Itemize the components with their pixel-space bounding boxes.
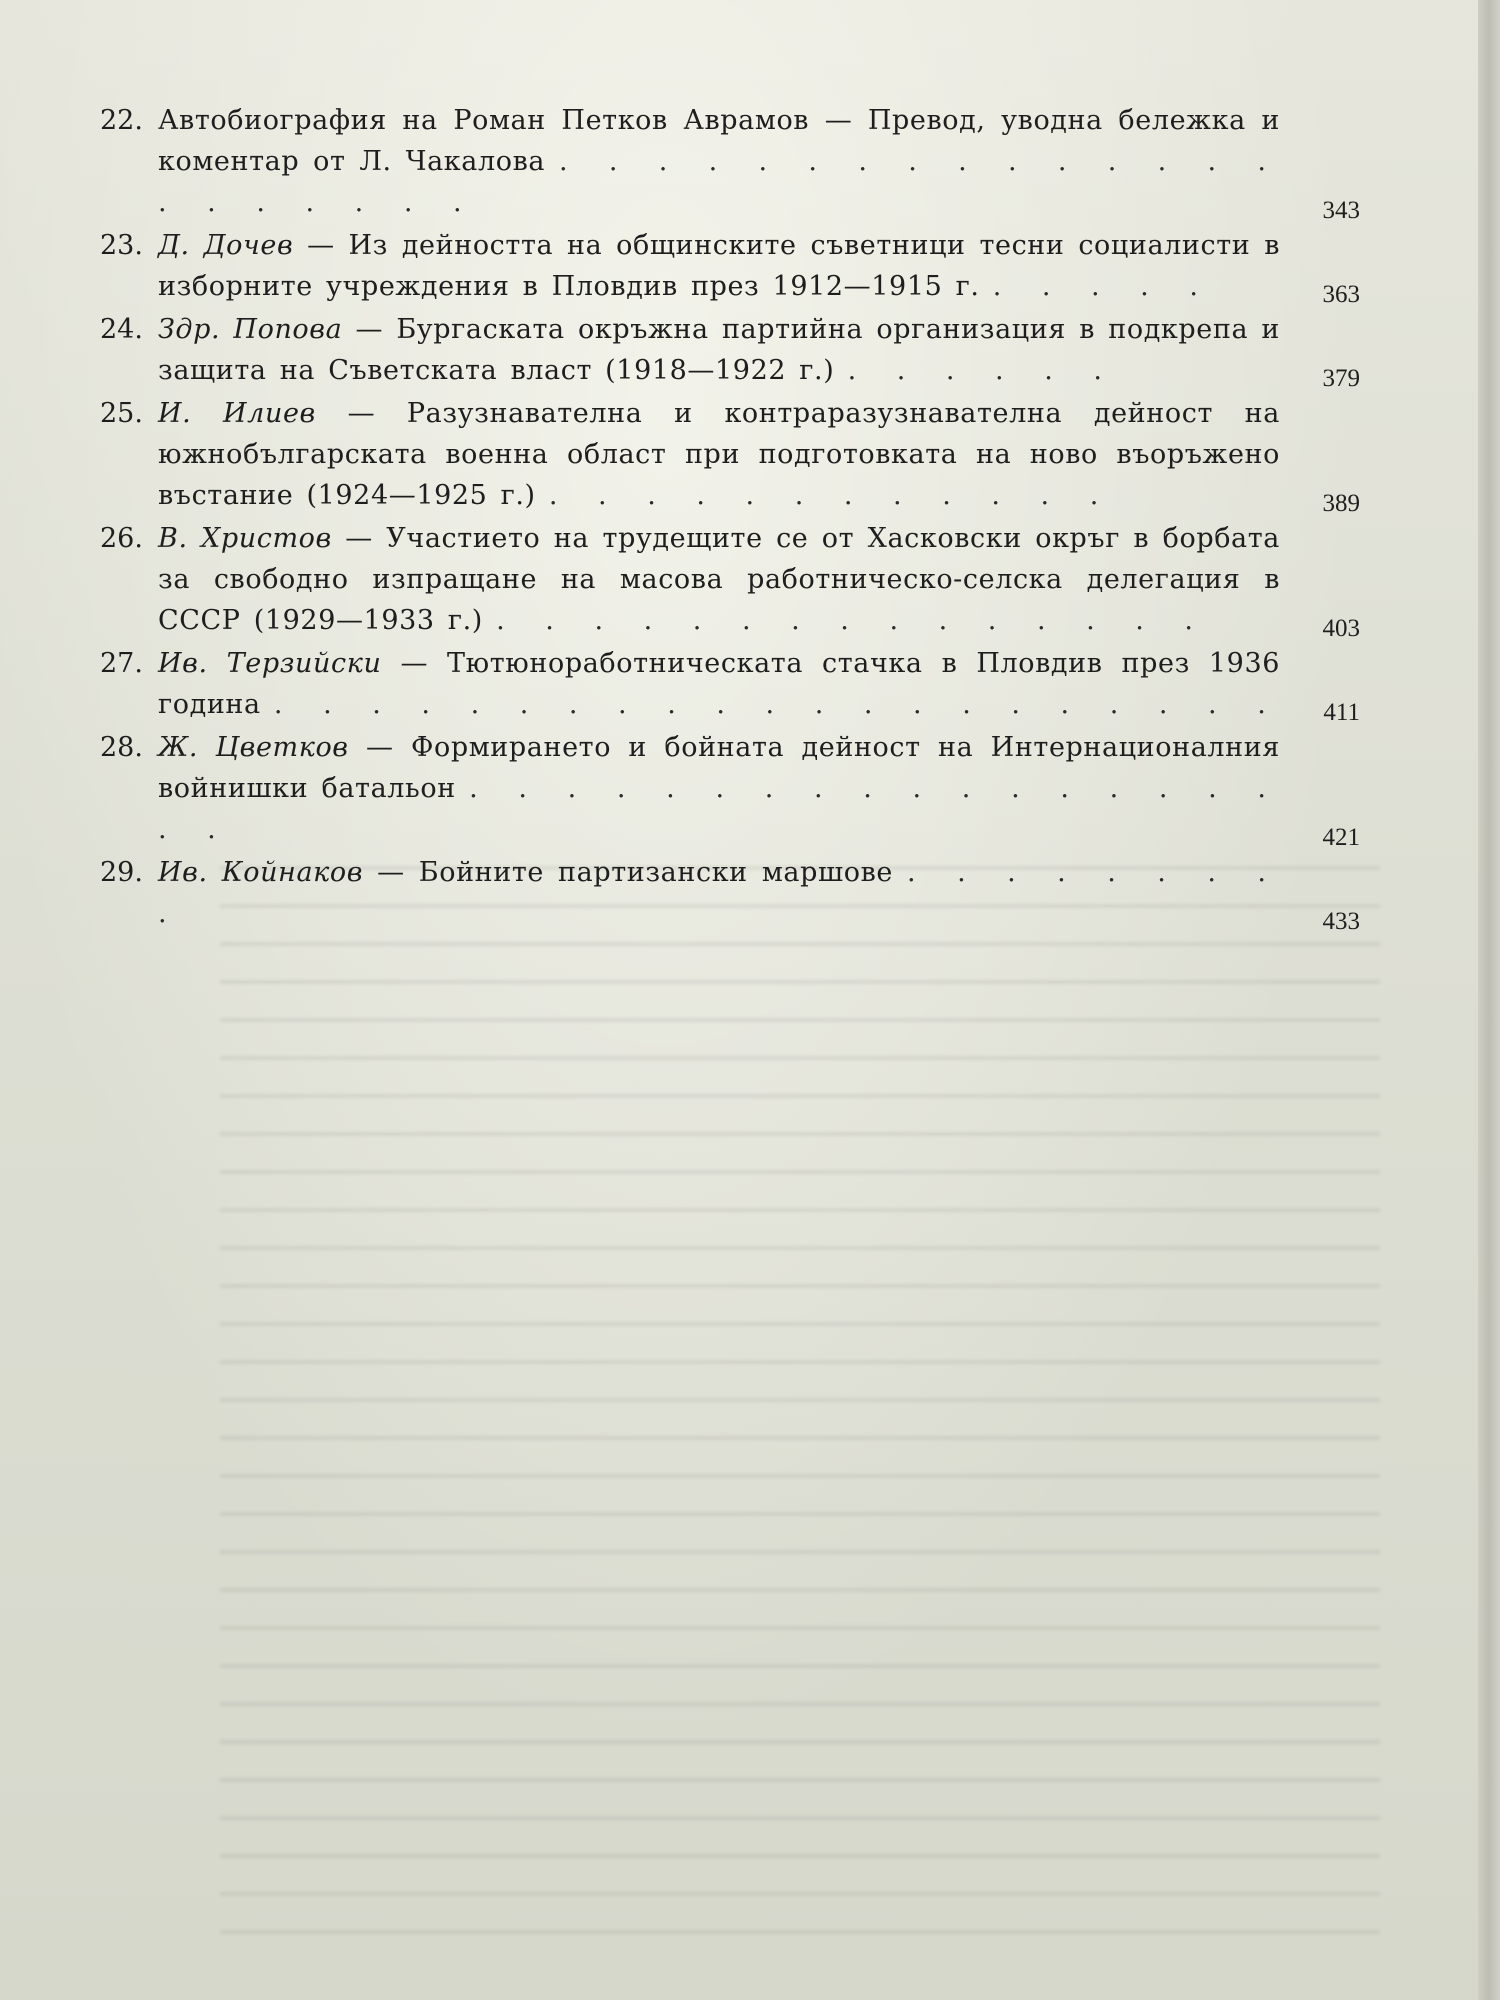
entry-page-number: 411: [1323, 699, 1360, 726]
entry-number: 26.: [100, 523, 143, 554]
leader-dots: . . . . . . . . . . . . . . . . . . . . . .: [158, 146, 1280, 218]
entry-author: Ив. Койнаков: [158, 857, 364, 888]
toc-entry: [100, 393, 1360, 516]
entry-author: И. Илиев: [158, 398, 316, 429]
entry-text: [158, 100, 1280, 223]
entry-author: Здр. Попова: [158, 314, 343, 345]
leader-dots: . . . . . . . . . . . . . . . . . . .: [158, 773, 1280, 845]
leader-dots: . . . . . . . . . . . . . . . . . . . . .: [273, 689, 1280, 720]
leader-dots: . . . . .: [992, 271, 1212, 302]
entry-text: [158, 852, 1280, 934]
leader-dots: . . . . . . . . . . . . . . .: [496, 605, 1208, 636]
toc-entry: [100, 225, 1360, 307]
entry-text: [158, 393, 1280, 516]
entry-title: — Участието на трудещите се от Хасковски окръг в борбата за свободно изпращане на масова работническо-селска делегация в СССР (1929—1933 г.): [158, 523, 1280, 636]
entry-title: Автобиография на Роман Петков Аврамов — Превод, уводна бележка и коментар от Л. Чакалова: [158, 105, 1280, 177]
entry-author: Д. Дочев: [158, 230, 294, 261]
entry-page-number: 363: [1322, 281, 1360, 308]
leader-dots: . . . . . . . . . . . .: [548, 480, 1113, 511]
entry-number: 28.: [100, 732, 143, 763]
entry-page-number: 343: [1322, 197, 1360, 224]
toc-entry: [100, 100, 1360, 223]
entry-number: 22.: [100, 105, 143, 136]
entry-author: Ж. Цветков: [158, 732, 349, 763]
toc-entry: [100, 852, 1360, 934]
toc-entry: [100, 643, 1360, 725]
entry-text: [158, 518, 1280, 641]
entry-page-number: 421: [1322, 824, 1360, 851]
entry-number: 23.: [100, 230, 143, 261]
entry-title: — Формирането и бойната дейност на Интернационалния войнишки батальон: [158, 732, 1281, 804]
entry-text: [158, 727, 1280, 850]
entry-text: [158, 309, 1280, 391]
toc-entry: [100, 727, 1360, 850]
entry-author: Ив. Терзийски: [158, 648, 382, 679]
entry-number: 24.: [100, 314, 143, 345]
entry-page-number: 379: [1322, 365, 1360, 392]
entry-page-number: 403: [1322, 615, 1360, 642]
entry-page-number: 389: [1322, 490, 1360, 517]
toc-entry: [100, 518, 1360, 641]
bleed-through-text: [220, 840, 1380, 1940]
entry-author: В. Христов: [158, 523, 332, 554]
entry-number: 27.: [100, 648, 143, 679]
entry-title: — Бойните партизански маршове: [363, 857, 893, 888]
entry-title: — Бургаската окръжна партийна организация в подкрепа и защита на Съветската власт (1918—1922 г.): [158, 314, 1280, 386]
table-of-contents: [100, 100, 1360, 936]
leader-dots: . . . . . .: [847, 355, 1116, 386]
entry-title: — Из дейността на общинските съветници тесни социалисти в изборните учреждения в Пловдив през 1912—1915 г.: [158, 230, 1280, 302]
entry-text: [158, 225, 1280, 307]
page-edge: [1478, 0, 1500, 2000]
entry-title: — Тютюноработническата стачка в Пловдив през 1936 година: [158, 648, 1280, 720]
entry-title: — Разузнавателна и контраразузнавателна дейност на южнобългарската военна област при подготовката на ново въоръжено въстание (1924—1925 г.): [158, 398, 1280, 511]
toc-entry: [100, 309, 1360, 391]
entry-number: 25.: [100, 398, 143, 429]
entry-text: [158, 643, 1280, 725]
entry-number: 29.: [100, 857, 143, 888]
entry-page-number: 433: [1322, 908, 1360, 935]
leader-dots: . . . . . . . . .: [158, 857, 1280, 929]
